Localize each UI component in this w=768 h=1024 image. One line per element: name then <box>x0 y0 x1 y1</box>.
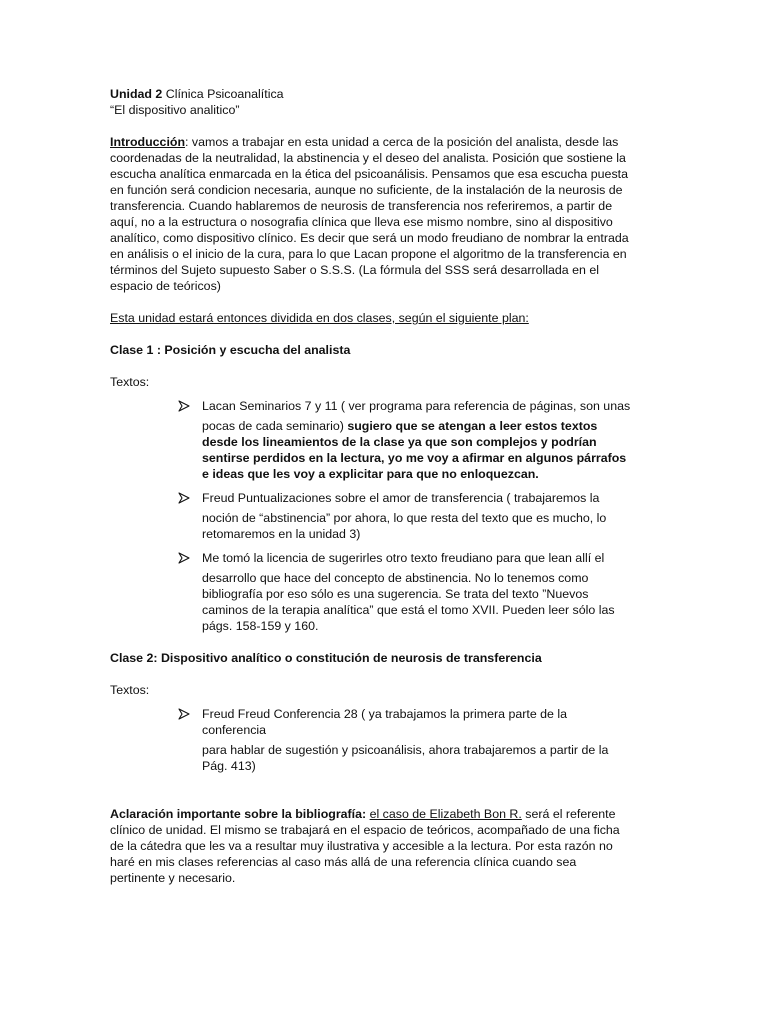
list-item <box>110 398 632 482</box>
document-body <box>110 86 632 886</box>
case-reference: el caso de Elizabeth Bon R. <box>369 807 522 821</box>
aclaracion-paragraph <box>110 806 632 886</box>
intro-label: Introducción <box>110 135 186 149</box>
item-bold-text: sugiero que se atengan a leer estos textos desde los lineamientos de la clase ya que son complejos y podrían sentirse perdidos en la lectura, yo me voy a afirmar en algunos párrafos e ideas que les voy a explicitar para que no enloquezcan. <box>202 419 627 481</box>
item-text: para hablar de sugestión y psicoanálisis, ahora trabajaremos a partir de la Pág. 413) <box>202 743 609 773</box>
item-text: pocas de cada seminario) <box>202 419 348 433</box>
intro-paragraph <box>110 134 632 294</box>
arrow-bullet-icon <box>178 706 192 722</box>
arrow-bullet-icon <box>178 490 192 506</box>
item-text: desarrollo que hace del concepto de abstinencia. No lo tenemos como bibliografía por eso sólo es una sugerencia. Se trata del texto ”Nuevos caminos de la terapia analítica” que está el tomo XVII. Pueden leer sólo las págs. 158-159 y 160. <box>202 571 615 633</box>
clase2-textos-label: Textos: <box>110 683 150 697</box>
clase1-text-list <box>110 398 632 634</box>
item-text: noción de “abstinencia” por ahora, lo que resta del texto que es mucho, lo retomaremos en la unidad 3) <box>202 511 607 541</box>
list-item <box>110 550 632 634</box>
unit-number: Unidad 2 <box>110 87 163 101</box>
clase2-heading: Clase 2: Dispositivo analítico o constitución de neurosis de transferencia <box>110 651 542 665</box>
item-first-line: Lacan Seminarios 7 y 11 ( ver programa para referencia de páginas, son unas <box>202 399 631 413</box>
aclaracion-text: será el referente clínico de unidad. El mismo se trabajará en el espacio de teóricos, acompañado de una ficha de la cátedra que les va a resultar muy ilustrativa y accesible a la lectura. Por esta razón no haré en mis clases referencias al caso más allá de una referencia clínica cuando sea pertinente y necesario. <box>110 807 620 885</box>
item-first-line: Freud Freud Conferencia 28 ( ya trabajamos la primera parte de la conferencia <box>202 707 568 737</box>
unit-title <box>110 86 632 102</box>
list-item <box>110 706 632 774</box>
item-first-line: Freud Puntualizaciones sobre el amor de transferencia ( trabajaremos la <box>202 491 600 505</box>
clase2-text-list <box>110 706 632 774</box>
arrow-bullet-icon <box>178 398 192 414</box>
clase1-heading: Clase 1 : Posición y escucha del analista <box>110 343 351 357</box>
list-item <box>110 490 632 542</box>
intro-text: : vamos a trabajar en esta unidad a cerca de la posición del analista, desde las coordenadas de la neutralidad, la abstinencia y el deseo del analista. Posición que sostiene la escucha analítica enmarcada en la ética del psicoanálisis. Pensamos que esa escucha puesta en función será condicion necesaria, aunque no suficiente, de la instalación de la neurosis de transferencia. Cuando hablaremos de neurosis de transferencia nos referiremos, a partir de aquí, no a la estructura o nosografia clínica que lleva ese mismo nombre, sino al dispositivo analítico, como dispositivo clínico. Es decir que será un modo freudiano de nombrar la entrada en análisis o el inicio de la cura, para lo que Lacan propone el algoritmo de la transferencia en términos del Sujeto supuesto Saber o S.S.S. (La fórmula del SSS será desarrollada en el espacio de teóricos) <box>110 135 629 293</box>
aclaracion-label: Aclaración importante sobre la bibliografía: <box>110 807 367 821</box>
clase1-textos-label: Textos: <box>110 375 150 389</box>
arrow-bullet-icon <box>178 550 192 566</box>
unit-subtitle: “El dispositivo analitico” <box>110 103 240 117</box>
item-first-line: Me tomó la licencia de sugerirles otro texto freudiano para que lean allí el <box>202 551 605 565</box>
unit-name: Clínica Psicoanalítica <box>162 87 284 101</box>
plan-text: Esta unidad estará entonces dividida en dos clases, según el siguiente plan: <box>110 311 529 325</box>
